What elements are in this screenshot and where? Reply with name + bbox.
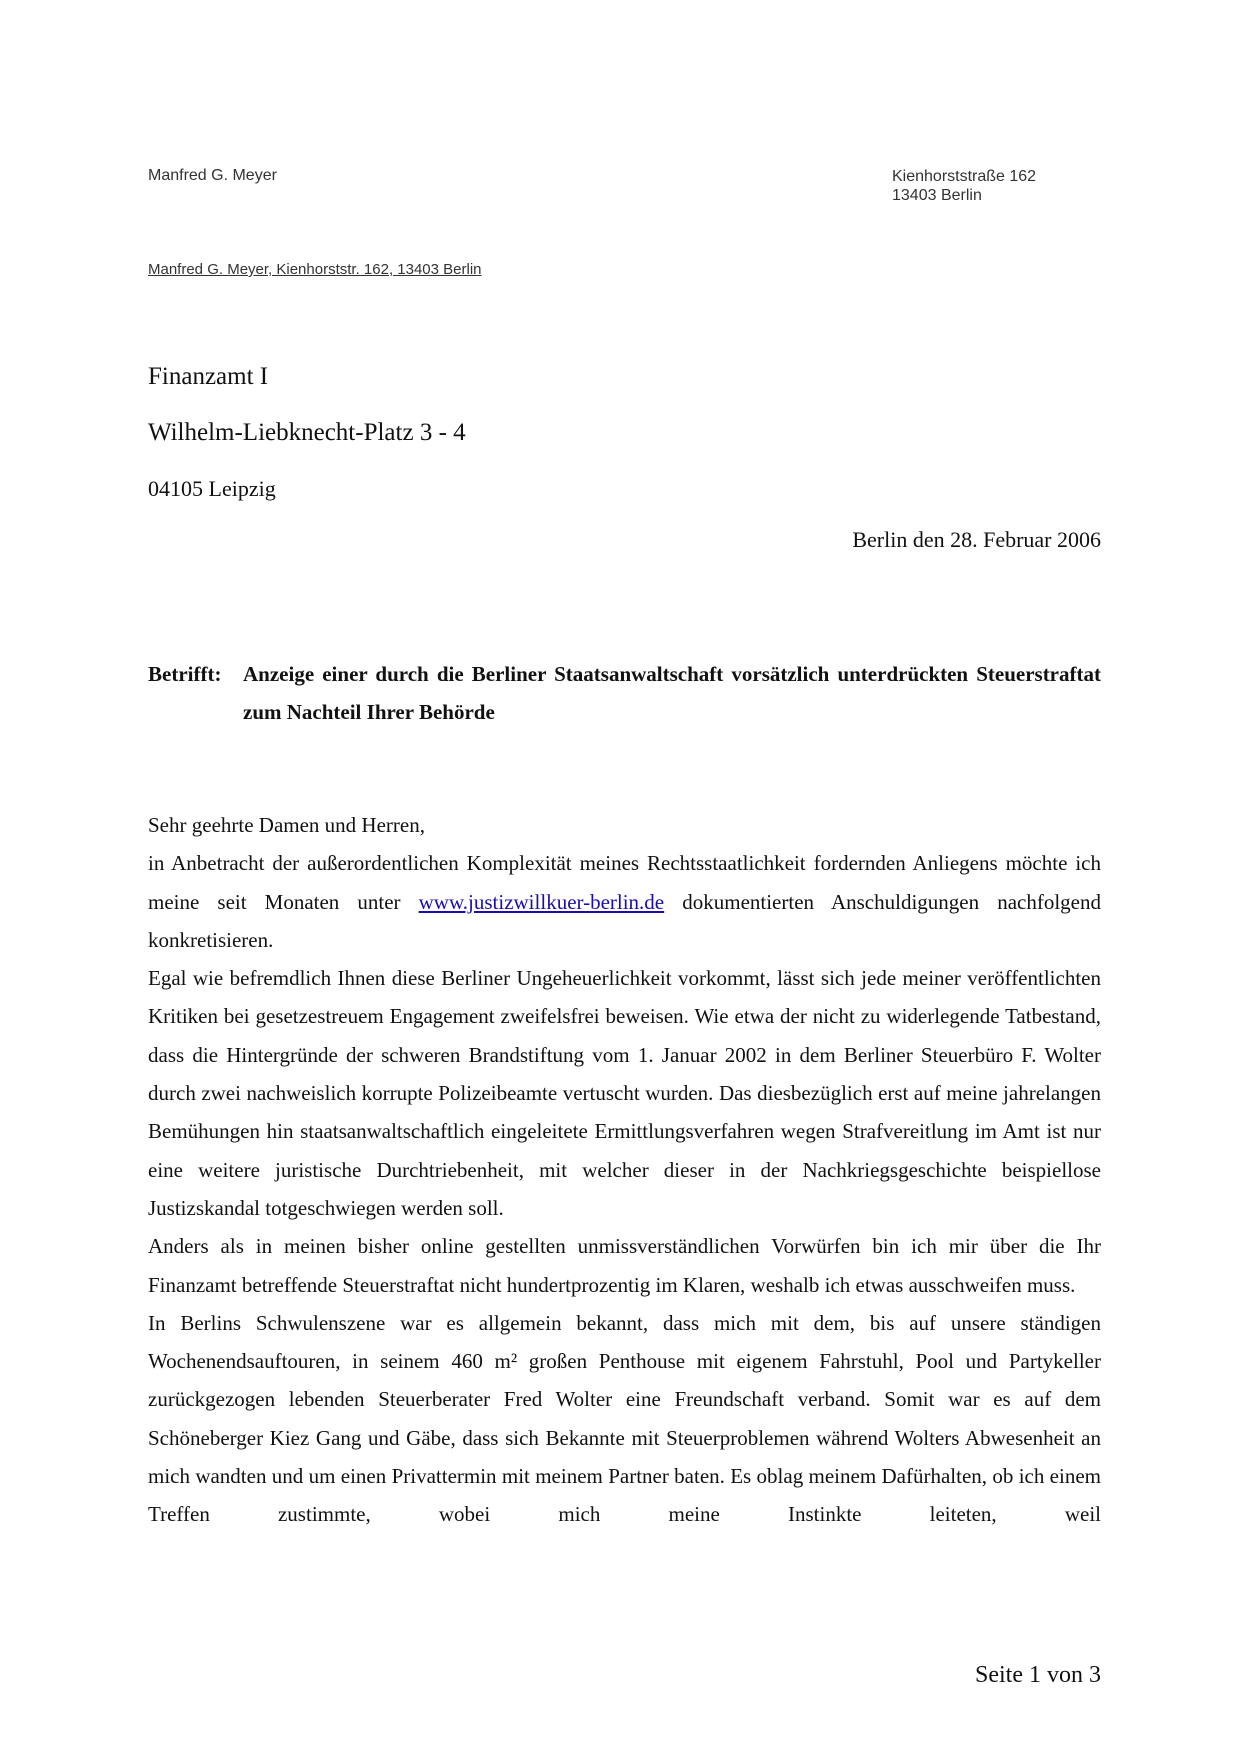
paragraph-1-text-b: dokumentierten Anschuldigungen nachfolgend konkretisieren. [148,889,1101,952]
salutation: Sehr geehrte Damen und Herren, [148,813,425,837]
sender-street: Kienhorststraße 162 [892,168,1037,185]
subject-text: Anzeige einer durch die Berliner Staatsanwaltschaft vorsätzlich unterdrückten Steuerstraftat zum Nachteil Ihrer Behörde [243,662,1101,724]
recipient-city: 04105 Leipzig [148,476,276,501]
paragraph-1 [148,844,1101,959]
sender-name: Manfred G. Meyer [148,167,277,184]
subject-label: Betrifft: [148,662,222,686]
paragraph-3: Anders als in meinen bisher online gestellten unmissverständlichen Vorwürfen bin ich mir über die Ihr Finanzamt betreffende Steuerstraftat nicht hundertprozentig im Klaren, weshalb ich etwas ausschweifen muss. [148,1234,1101,1297]
website-link[interactable]: www.justizwillkuer-berlin.de [418,889,665,914]
recipient-address [148,362,748,504]
paragraph-1-text-a: in Anbetracht der außerordentlichen Komplexität meines Rechtsstaatlichkeit fordernden Anliegens möchte ich meine seit Monaten unter [148,851,1101,914]
page-number: Seite 1 von 3 [975,1662,1101,1688]
recipient-street: Wilhelm-Liebknecht-Platz 3 - 4 [148,419,466,446]
sender-city: 13403 Berlin [892,187,982,204]
subject-block [148,655,1101,731]
paragraph-4: In Berlins Schwulenszene war es allgemein bekannt, dass mich mit dem, bis auf unsere ständigen Wochenendsauftouren, in seinem 460 m² großen Penthouse mit eigenem Fahrstuhl, Pool und Partykeller zurückgezogen lebenden Steuerberater Fred Wolter eine Freundschaft verband. Somit war es auf dem Schöneberger Kiez Gang und Gäbe, dass sich Bekannte mit Steuerproblemen während Wolters Abwesenheit an mich wandten und um einen Privattermin mit meinem Partner baten. Es oblag meinem Dafürhalten, ob ich einem Treffen zustimmte, wobei mich meine Instinkte leiteten, weil [148,1310,1101,1527]
date-line: Berlin den 28. Februar 2006 [852,527,1101,552]
sender-address [892,167,1036,205]
return-address-line: Manfred G. Meyer, Kienhorststr. 162, 13403 Berlin [148,261,482,278]
paragraph-2: Egal wie befremdlich Ihnen diese Berliner Ungeheuerlichkeit vorkommt, lässt sich jede meiner veröffentlichten Kritiken bei gesetzestreuem Engagement zweifelsfrei beweisen. Wie etwa der nicht zu widerlegende Tatbestand, dass die Hintergründe der schweren Brandstiftung vom 1. Januar 2002 in dem Berliner Steuerbüro F. Wolter durch zwei nachweislich korrupte Polizeibeamte vertuscht wurden. Das diesbezüglich erst auf meine jahrelangen Bemühungen hin staatsanwaltschaftlich eingeleitete Ermittlungsverfahren wegen Strafvereitlung im Amt ist nur eine weitere juristische Durchtriebenheit, mit welcher dieser in der Nachkriegsgeschichte beispiellose Justizskandal totgeschwiegen werden soll. [148,966,1101,1220]
recipient-name: Finanzamt I [148,363,269,390]
letter-body [148,806,1101,1534]
